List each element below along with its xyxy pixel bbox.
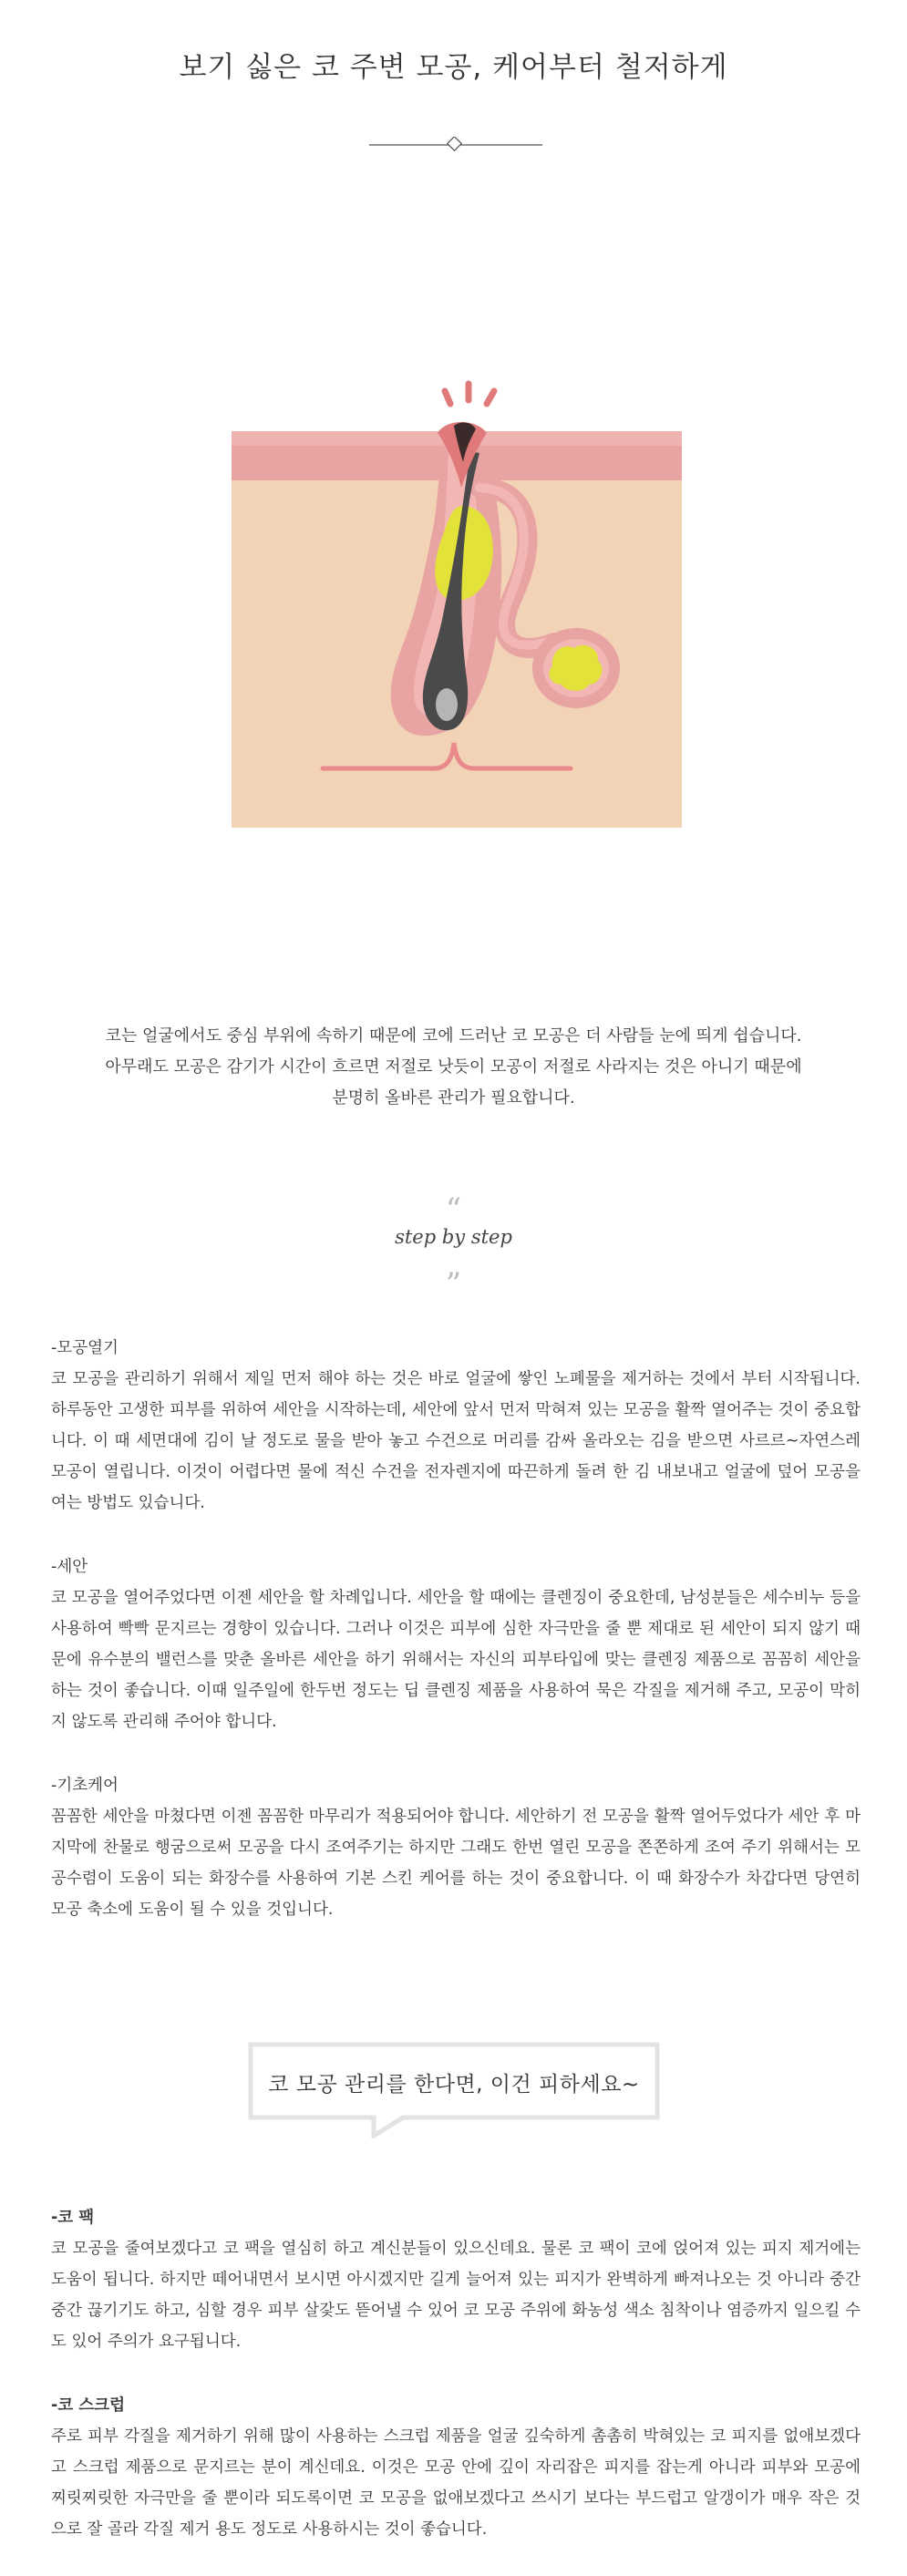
section-basic-care [51,1770,861,1925]
close-quote-icon: ” [445,1266,462,1303]
diamond-icon [448,137,462,150]
section-body: 코 모공을 열어주었다면 이젠 세안을 할 차례입니다. 세안을 할 때에는 클렌징이 중요한데, 남성분들은 세수비누 등을 사용하여 빡빡 문지르는 경향이 있습니다. 그러나 이것은 피부에 심한 자극만을 줄 뿐 제대로 된 세안이 되지 않기 때문에 유수분의 밸런스를 맞춘 올바른 세안을 하기 위해서는 자신의 피부타입에 맞는 클렌징 제품으로 꼼꼼히 세안을 하는 것이 좋습니다. 이때 일주일에 한두번 정도는 딥 클렌징 제품을 사용하여 묵은 각질을 제거해 주고, 모공이 막히지 않도록 관리해 주어야 합니다. [51,1589,861,1731]
section-heading: -코 스크럽 [51,2396,125,2415]
page-title: 보기 싫은 코 주변 모공, 케어부터 철저하게 [179,51,728,84]
intro-line: 코는 얼굴에서도 중심 부위에 속하기 때문에 코에 드러난 코 모공은 더 사람들 눈에 띄게 쉽습니다. [105,1026,802,1046]
section-heading: -기초케어 [51,1777,119,1795]
section-body: 주로 피부 각질을 제거하기 위해 많이 사용하는 스크럽 제품을 얼굴 깊숙하게 촘촘히 박혀있는 코 피지를 없애보겠다고 스크럽 제품으로 문지르는 분이 계신데요. 이것은 모공 안에 깊이 자리잡은 피지를 잡는게 아니라 피부와 모공에 찌릿찌릿한 자극만을 줄 뿐이라 되도록이면 코 모공을 없애보겠다고 쓰시기 보다는 부드럽고 알갱이가 매우 작은 것으로 잘 골라 각질 제거 용도 정도로 사용하시는 것이 좋습니다. [51,2427,861,2539]
section-cleansing [51,1551,861,1737]
section-heading: -세안 [51,1558,88,1576]
section-body: 코 모공을 줄여보겠다고 코 팩을 열심히 하고 계신분들이 있으신데요. 물론 코 팩이 코에 얹어져 있는 피지 제거에는 도움이 됩니다. 하지만 떼어내면서 보시면 아시겠지만 길게 늘어져 있는 피지가 완벽하게 빠져나오는 것 아니라 중간 중간 끊기기도 하고, 심할 경우 피부 살갗도 뜯어낼 수 있어 코 모공 주위에 화농성 색소 침착이나 염증까지 일으킬 수도 있어 주의가 요구됩니다. [51,2240,861,2351]
section-heading: -코 팩 [51,2209,95,2227]
intro-line: 분명히 올바른 관리가 필요합니다. [332,1088,575,1108]
section-body: 코 모공을 관리하기 위해서 제일 먼저 해야 하는 것은 바로 얼굴에 쌓인 노폐물을 제거하는 것에서 부터 시작됩니다. 하루동안 고생한 피부를 위하여 세안을 시작하는데, 세안에 앞서 먼저 막혀져 있는 모공을 활짝 열어주는 것이 중요합니다. 이 때 세면대에 김이 날 정도로 물을 받아 놓고 수건으로 머리를 감싸 올라오는 김을 받으면 사르르~자연스레 모공이 열립니다. 이것이 어렵다면 물에 적신 수건을 전자렌지에 따끈하게 돌려 한 김 내보내고 얼굴에 덮어 모공을 여는 방법도 있습니다. [51,1370,861,1512]
intro-paragraph [55,1021,852,1114]
title-divider [369,137,542,153]
section-heading: -모공열기 [51,1339,119,1357]
section-nose-pack [51,2202,861,2357]
section-body: 꼼꼼한 세안을 마쳤다면 이젠 꼼꼼한 마무리가 적용되어야 합니다. 세안하기 전 모공을 활짝 열어두었다가 세안 후 마지막에 찬물로 행굼으로써 모공을 다시 조여주기는 하지만 그래도 한번 열린 모공을 쫀쫀하게 조여 주기 위해서는 모공수렴이 도움이 되는 화장수를 사용하여 기본 스킨 케어를 하는 것이 중요합니다. 이 때 화장수가 차갑다면 당연히 모공 축소에 도움이 될 수 있을 것입니다. [51,1808,861,1919]
section-pore-opening [51,1333,861,1519]
callout-text: 코 모공 관리를 한다면, 이건 피하세요~ [268,2073,640,2097]
pore-illustration [232,378,682,828]
open-quote-icon: “ [445,1191,462,1228]
section-nose-scrub [51,2390,861,2545]
step-by-step-label: step by step [395,1226,512,1248]
intro-line: 아무래도 모공은 감기가 시간이 흐르면 저절로 낫듯이 모공이 저절로 사라지는 것은 아니기 때문에 [105,1057,802,1077]
